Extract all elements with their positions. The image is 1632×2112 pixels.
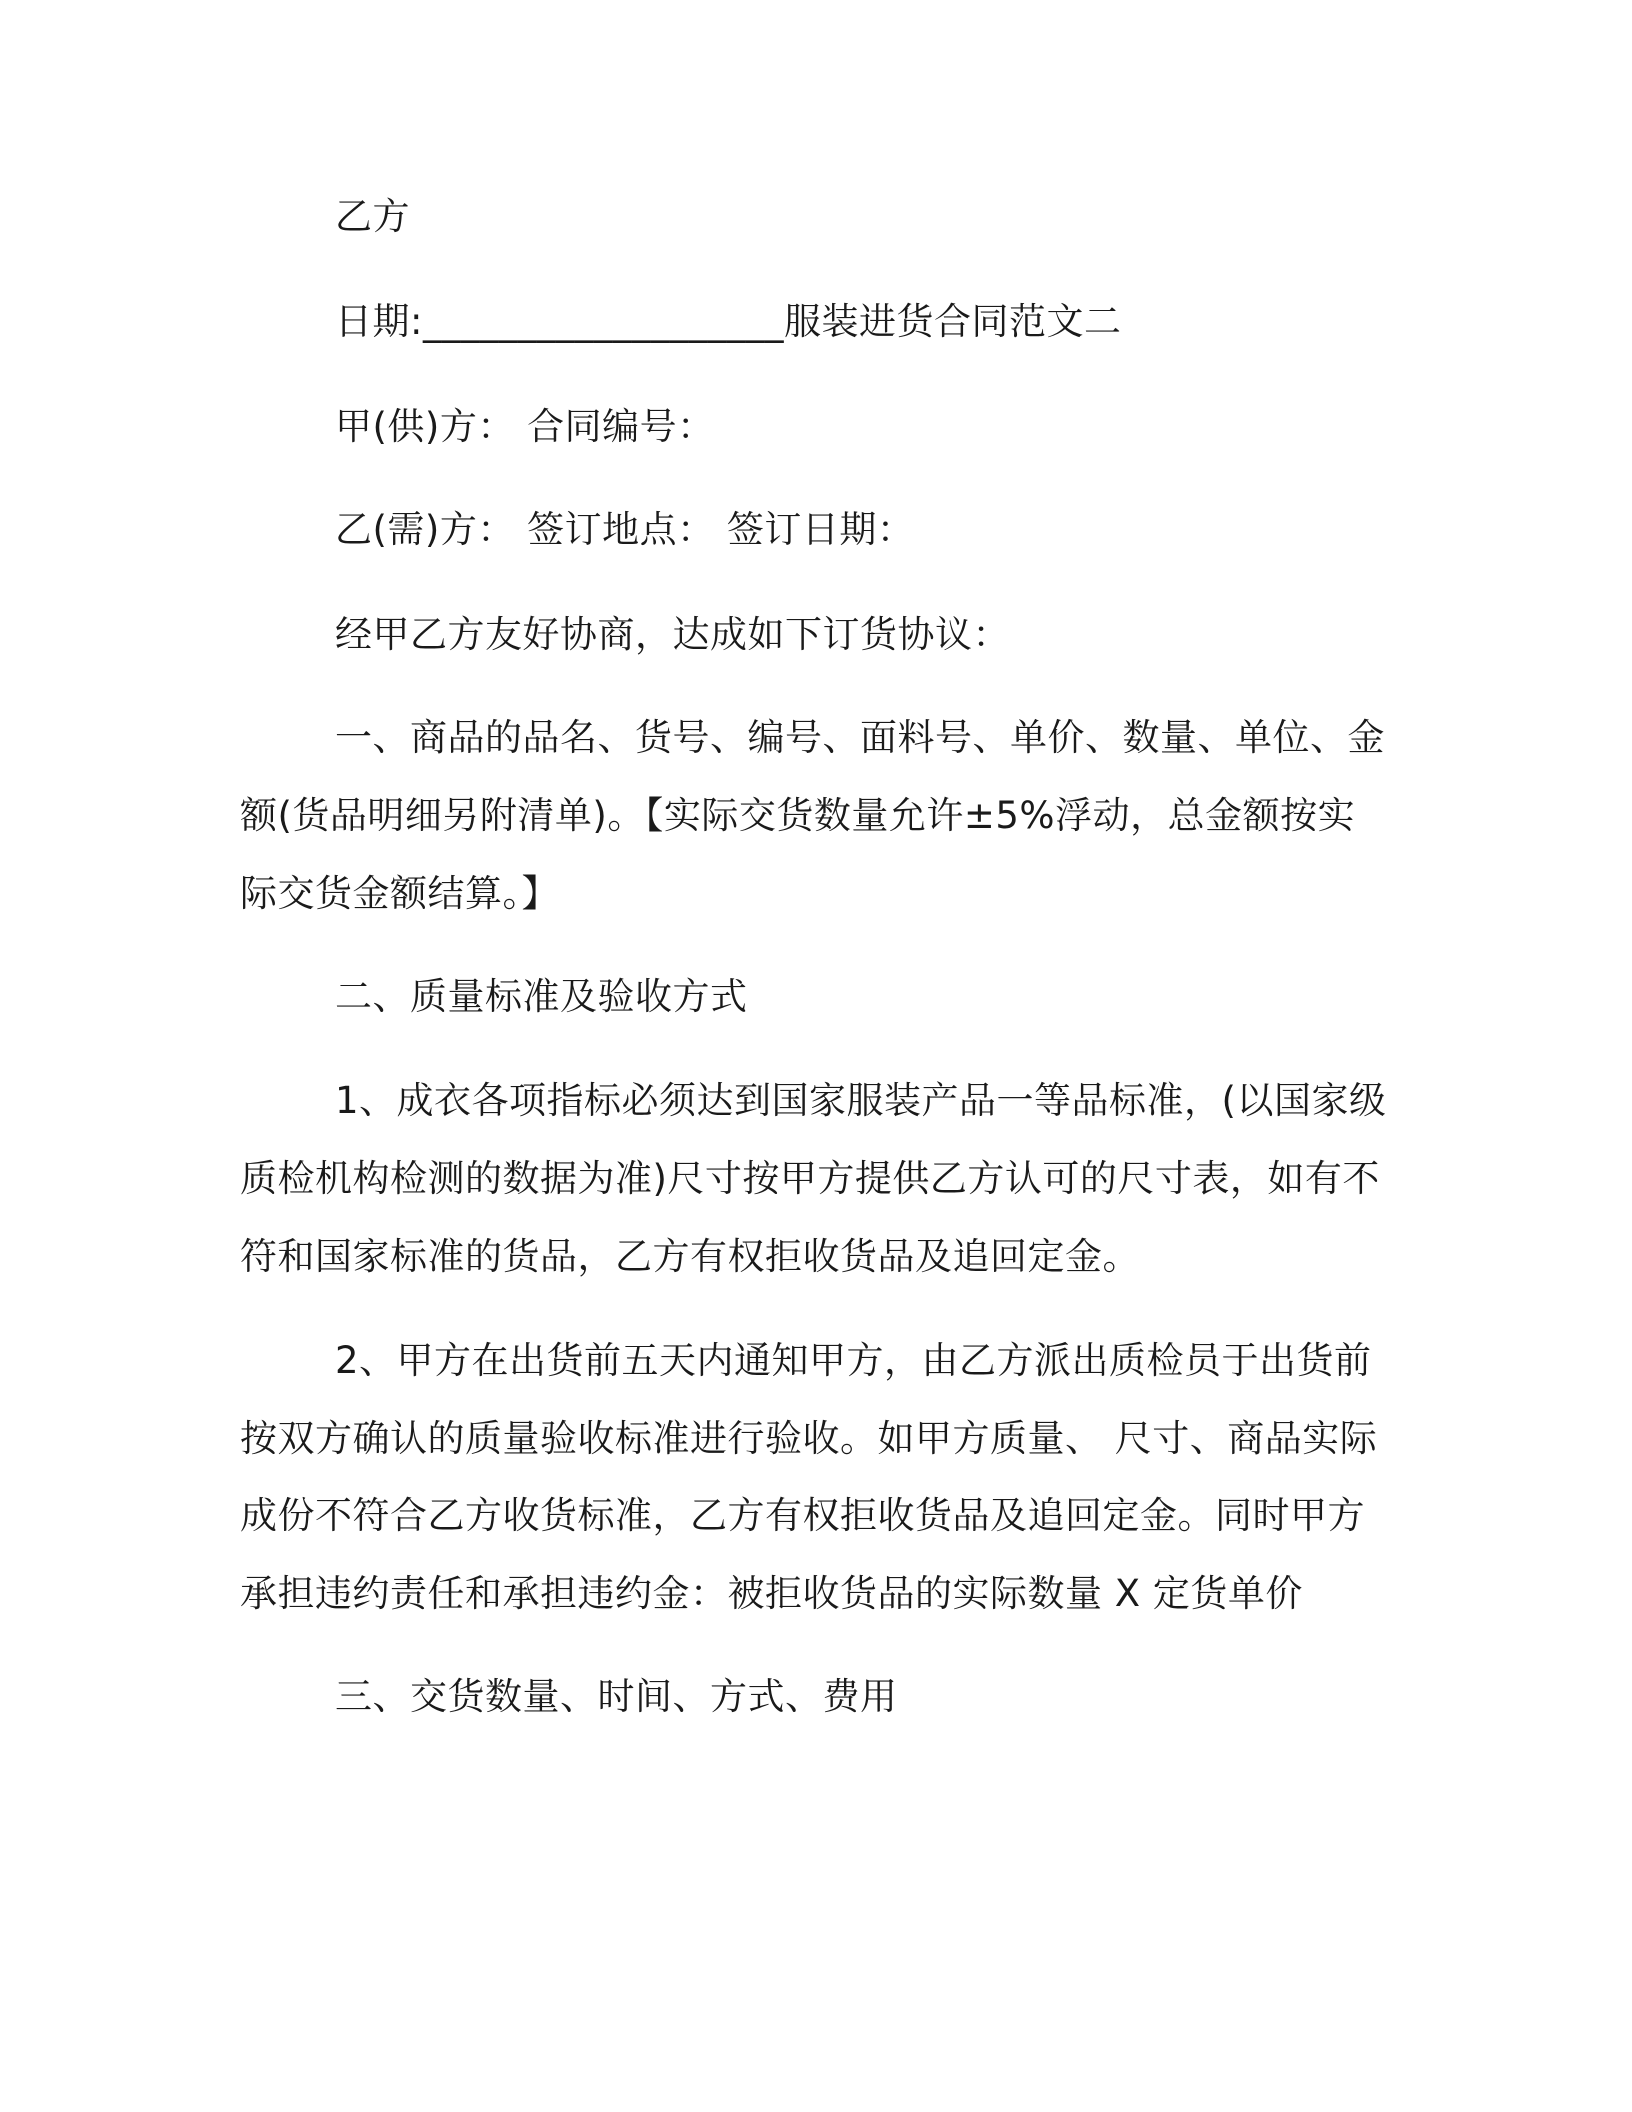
section-2-heading: 二、质量标准及验收方式: [335, 975, 748, 1018]
item-2-line-3: 成份不符合乙方收货标准，乙方有权拒收货品及追回定金。同时甲方: [240, 1494, 1365, 1537]
date-and-title-line: 日期:___________________服装进货合同范文二: [335, 300, 1122, 343]
item-2-line-4: 承担违约责任和承担违约金：被拒收货品的实际数量 X 定货单价: [240, 1572, 1303, 1615]
clause-1-line-1: 一、商品的品名、货号、编号、面料号、单价、数量、单位、金: [335, 716, 1385, 759]
clause-1-line-3: 际交货金额结算。】: [240, 872, 559, 915]
section-3-heading: 三、交货数量、时间、方式、费用: [335, 1675, 898, 1718]
party-a-supplier-line: 甲(供)方： 合同编号：: [335, 405, 715, 448]
item-1-line-3: 符和国家标准的货品，乙方有权拒收货品及追回定金。: [240, 1235, 1140, 1278]
item-1-line-2: 质检机构检测的数据为准)尺寸按甲方提供乙方认可的尺寸表，如有不: [240, 1157, 1380, 1200]
party-b-label: 乙方: [335, 195, 410, 238]
agreement-intro: 经甲乙方友好协商，达成如下订货协议：: [335, 613, 1010, 656]
clause-1-line-2: 额(货品明细另附清单)。【实际交货数量允许±5%浮动，总金额按实: [240, 794, 1356, 837]
item-2-line-1: 2、甲方在出货前五天内通知甲方，由乙方派出质检员于出货前: [335, 1339, 1372, 1382]
item-1-line-1: 1、成衣各项指标必须达到国家服装产品一等品标准，(以国家级: [335, 1079, 1387, 1122]
item-2-line-2: 按双方确认的质量验收标准进行验收。如甲方质量、 尺寸、商品实际: [240, 1417, 1378, 1460]
party-b-buyer-line: 乙(需)方： 签订地点： 签订日期：: [335, 508, 915, 551]
